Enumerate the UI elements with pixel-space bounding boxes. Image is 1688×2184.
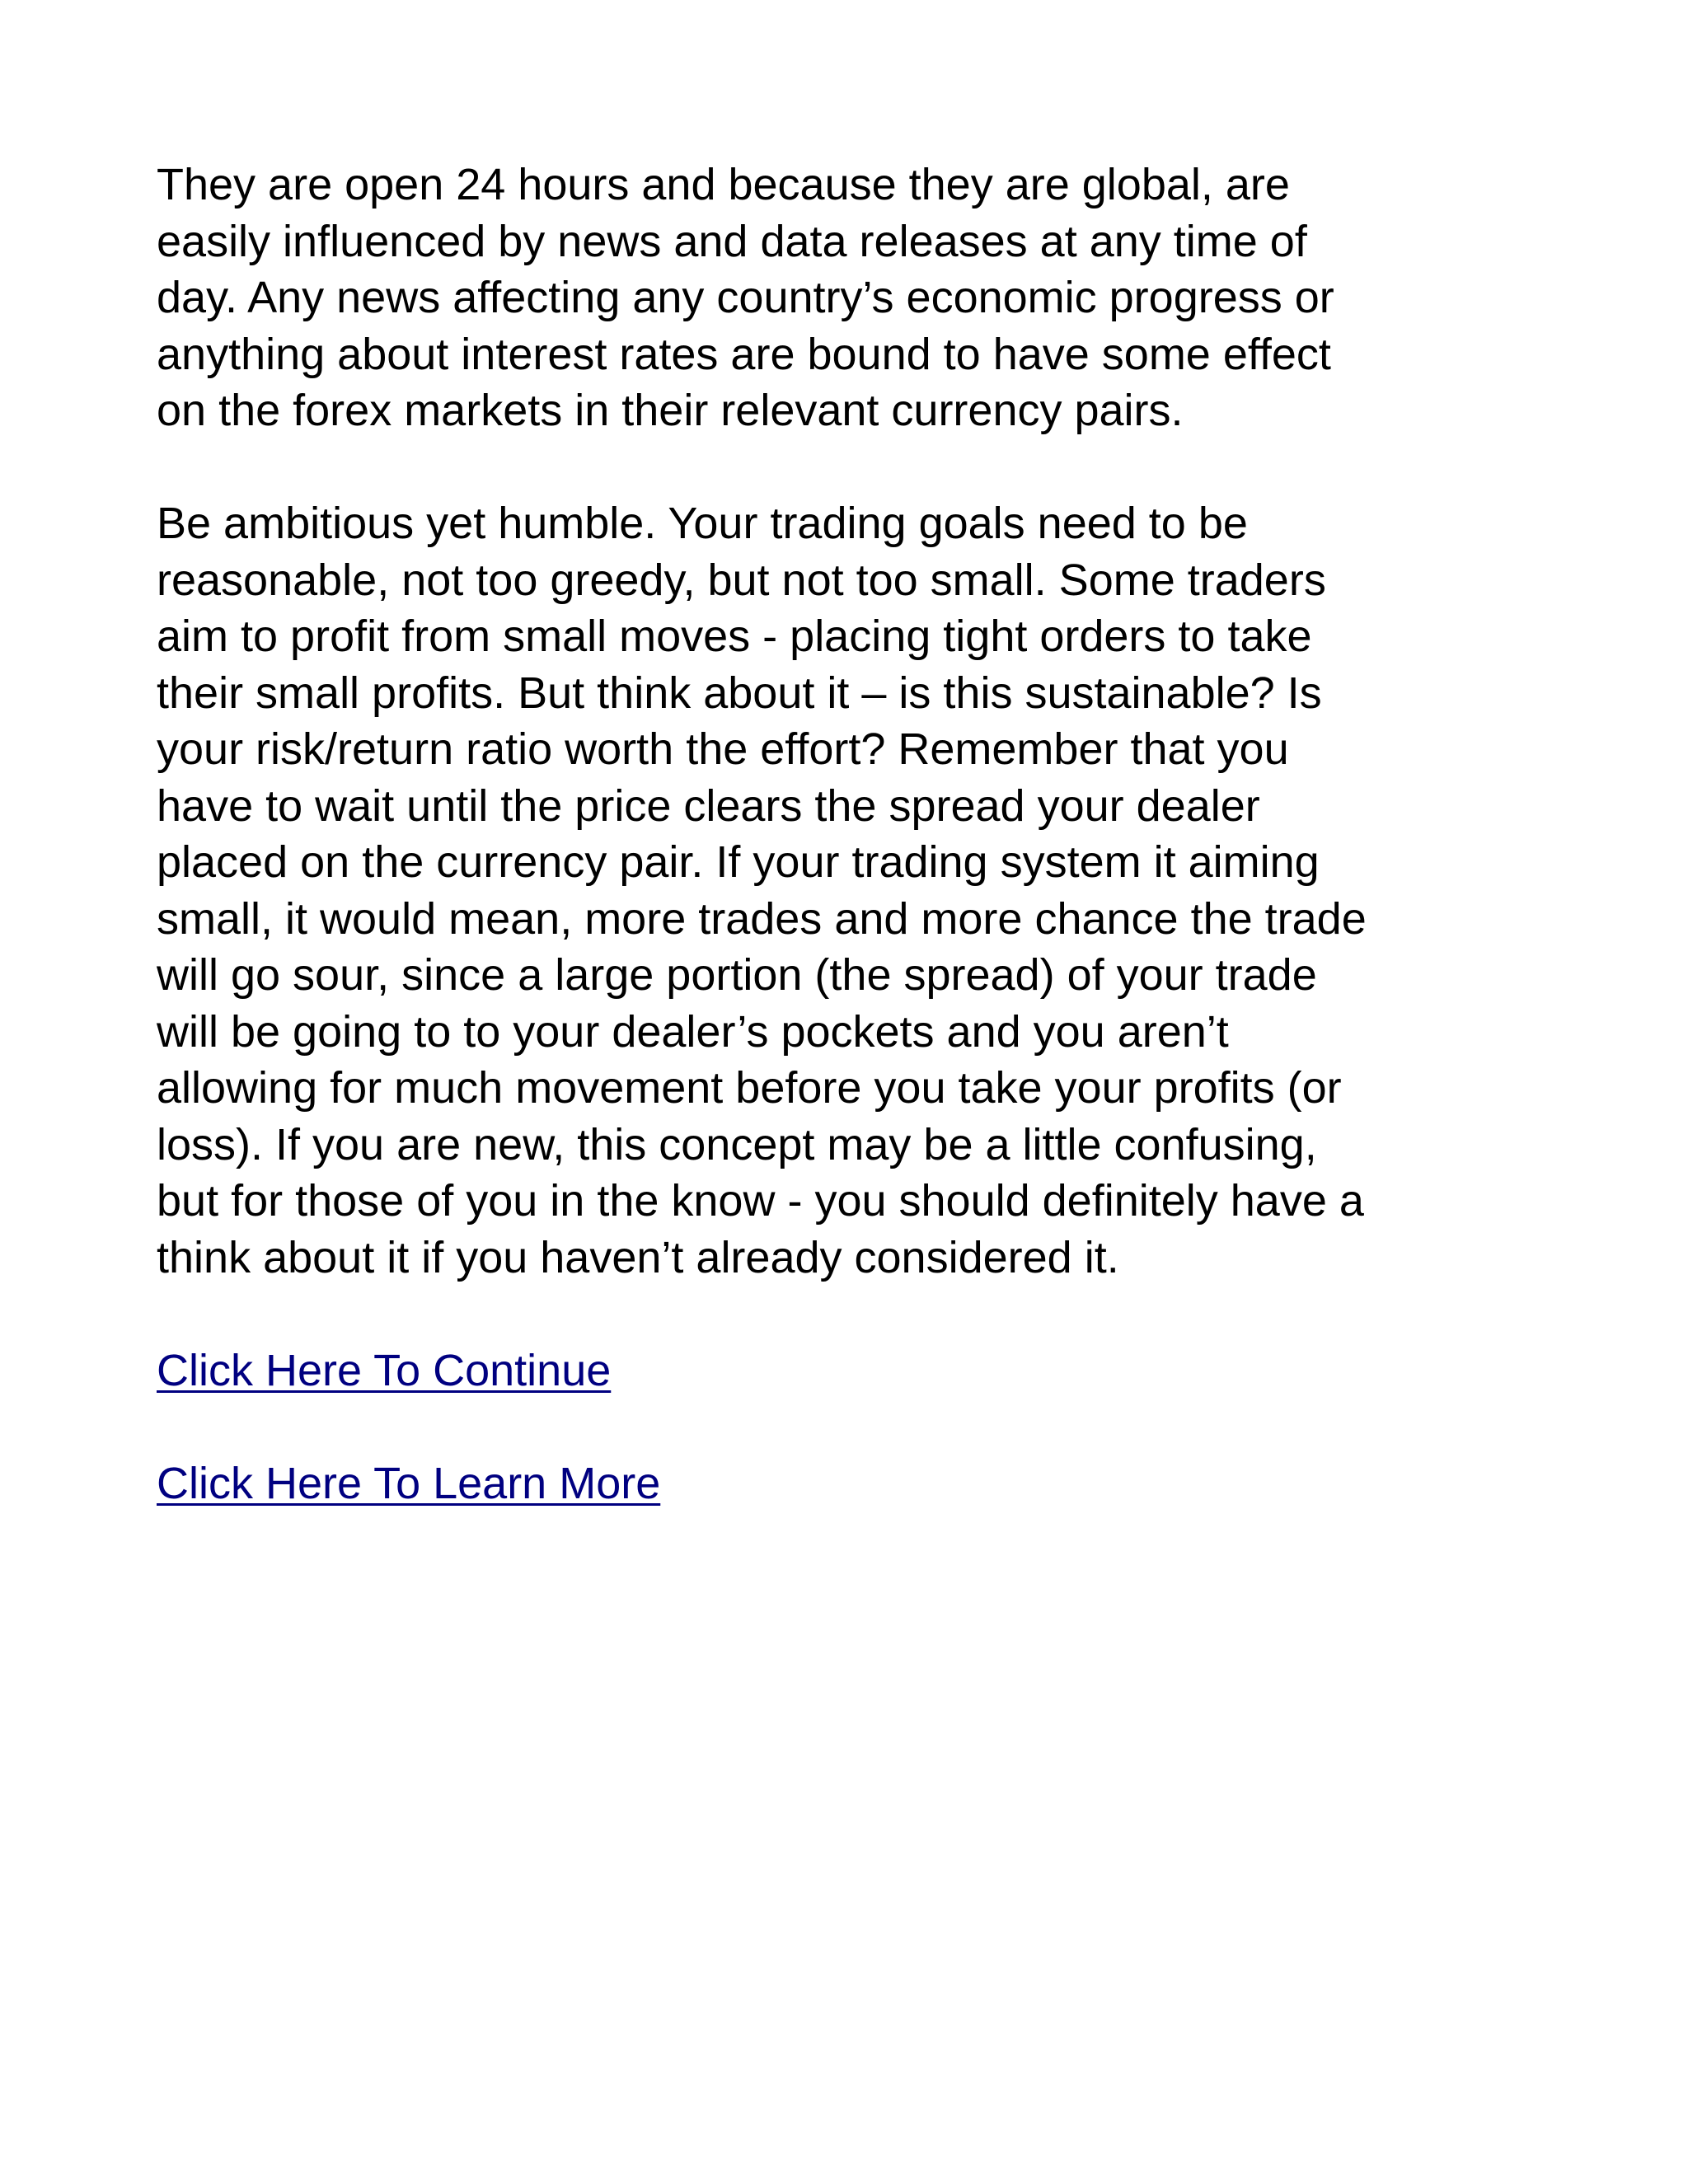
- paragraph-forex-hours: They are open 24 hours and because they are global, are easily influenced by news and data releases at any time of day. Any news affecting any country’s economic progress or anything about interest rates are bound to have some effect on the forex markets in their relevant currency pairs.: [157, 160, 1334, 435]
- document-page: [157, 157, 1558, 1568]
- continue-link[interactable]: Click Here To Continue: [157, 1345, 612, 1395]
- learn-more-link[interactable]: Click Here To Learn More: [157, 1458, 661, 1508]
- paragraph-trading-goals: Be ambitious yet humble. Your trading goals need to be reasonable, not too greedy, but not too small. Some traders aim to profit from small moves - placing tight orders to take their small profits. But think about it – is this sustainable? Is your risk/return ratio worth the effort? Remember that you have to wait until the price clears the spread your dealer placed on the currency pair. If your trading system it aiming small, it would mean, more trades and more chance the trade will go sour, since a large portion (the spread) of your trade will be going to to your dealer’s pockets and you aren’t allowing for much movement before you take your profits (or loss). If you are new, this concept may be a little confusing, but for those of you in the know - you should definitely have a think about it if you haven’t already considered it.: [157, 499, 1367, 1282]
